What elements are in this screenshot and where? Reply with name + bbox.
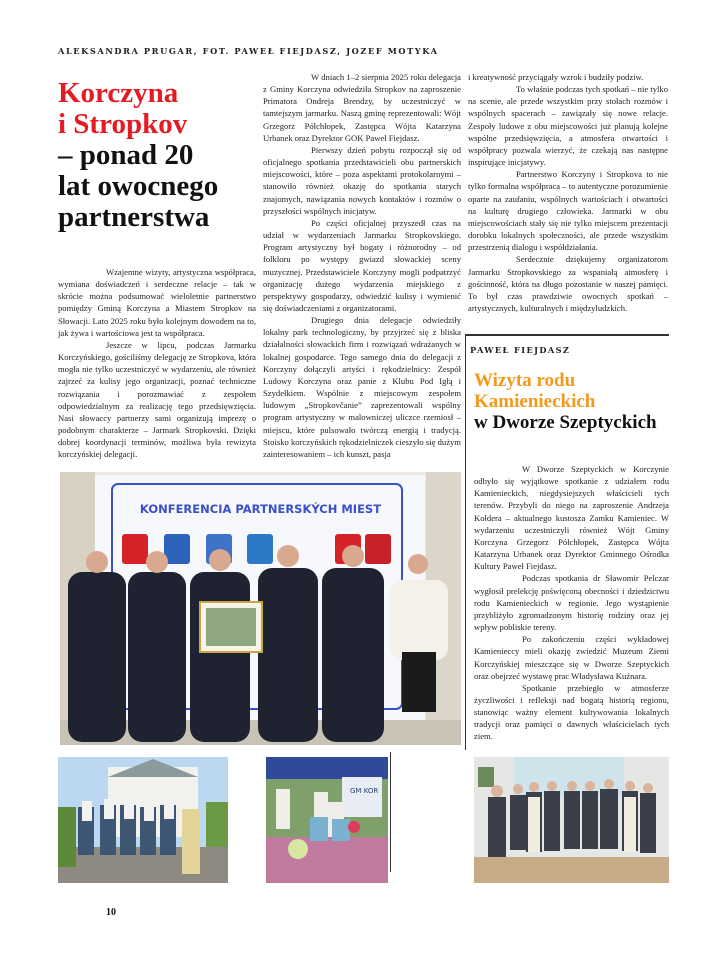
paragraph: i kreatywność przyciągały wzrok i budziły podziw. [468, 72, 644, 82]
paragraph: W Dworze Szeptyckich w Korczynie odbyło się wyjątkowe spotkanie z udziałem rodu Kamienieckich, niegdysiejszych właścicieli tych terenów. Przybyli do niego na zaproszenie Andrzeja Kołdera – aktualnego kustosza Zamku Kamieniec. W wydarzeniu uczestniczyli również Wójt Gminy Korczyna Grzegorz Półchłopek, Zastępca Wójta Katarzyna Urbanek oraz Dyrektor Gminnego Ośrodka Kultury Paweł Fiejdasz. [474, 464, 669, 572]
title-line: w Dworze Szeptyckich [474, 412, 657, 433]
section-divider [465, 334, 669, 336]
paragraph: Pierwszy dzień pobytu rozpoczął się od oficjalnego spotkania przedstawicieli obu partnerskich miejscowości, które – poza aspektami protokolarnymi – stanowiło również okazję do spotkania starych znajomych, nawiązania nowych kontaktów i rozmów o przyszłości wspólnych inicjatyw. [263, 144, 461, 216]
article-column-3 [468, 71, 668, 314]
paragraph: Po zakończeniu części wykładowej Kamienieccy mieli okazję zwiedzić Muzeum Ziemi Korczyńskiej mieszczące się w Dworze Szeptyckich oraz obejrzeć wystawę prac Władysława Kuźnara. [474, 634, 669, 681]
article2-title [474, 370, 674, 433]
article-column-1 [58, 266, 256, 461]
stall-photo-illustration [266, 757, 388, 883]
paragraph: Podczas spotkania dr Sławomir Pelczar wygłosił prelekcję poświęconą obecności i dziedzictwu rodu Kamienieckich w regionie. Jego wystąpienie przybliżyło zgromadzonym historię rodziny oraz jej wpływ pobliskie tereny. [474, 573, 669, 633]
title-line: Wizyta rodu [474, 370, 576, 391]
article2-body [474, 463, 669, 743]
paragraph: Jeszcze w lipcu, podczas Jarmarku Korczyńskiego, gościliśmy delegację ze Stropkova, która mogła nie tylko uczestniczyć w wydarzeniu, ale również zajrzeć za kulisy jego organizacji, poznać techniczne rozwiązania i porozmawiać z zespołem odpowiedzialnym za realizację tego przedsięwzięcia. Nasi słowaccy partnerzy sami organizują imprezę o podobnym charakterze – Jarmark Stropkovski. Dzięki dobrej koordynacji terminów, możliwa była rewizyta korczyńskiej delegacji. [58, 339, 256, 460]
paragraph: Wzajemne wizyty, artystyczna współpraca, wymiana doświadczeń i serdeczne relacje – tak w skrócie można podsumować wieloletnie partnerstwo pomiędzy Gminą Korczyna a Miastem Stropkov na Słowacji. Lato 2025 roku było kolejnym dowodem na to, jak żywa i wartościowa jest ta współpraca. [58, 267, 256, 338]
column-divider [465, 335, 466, 750]
main-photo [60, 472, 461, 745]
title-line: Korczyna [58, 77, 179, 109]
folk-photo-illustration [58, 757, 228, 883]
article-title [58, 78, 258, 233]
title-line: lat owocnego [58, 170, 219, 202]
column-divider [390, 752, 391, 872]
handicraft-stall-photo [266, 757, 388, 883]
banner-text: KONFERENCIA PARTNERSKÝCH MIEST [139, 502, 382, 516]
paragraph: Partnerstwo Korczyny i Stropkova to nie tylko formalna współpraca – to autentyczne porozumienie oparte na zaufaniu, wspólnych wartościach i otwartości na kulturę drugiego człowieka. Jarmarki w obu miejscowościach stały się nie tylko miejscem prezentacji dorobku lokalnych społeczności, ale przede wszystkim przestrzenią dialogu i współdziałania. [468, 169, 668, 253]
title-line: – ponad 20 [58, 139, 194, 171]
paragraph: W dniach 1–2 sierpnia 2025 roku delegacja z Gminy Korczyna odwiedziła Stropkov na zaproszenie Primatora Ondreja Brendzy, by uczestniczyć w tamtejszym jarmarku. Naszą gminę reprezentowali: Wójt Grzegorz Półchłopek, Zastępca Wójta Katarzyna Urbanek oraz Dyrektor GOK Paweł Fiejdasz. [263, 72, 461, 143]
paragraph: Drugiego dnia delegacje odwiedziły lokalny park technologiczny, by przyjrzeć się z bliska działalności słowackich firm i rozwiązań wdrażanych w lokalnej gospodarce. Tego samego dnia do delegacji z Korczyny dołączyli artyści i rękodzielnicy: Zespół Ludowy Korczyna oraz panie z Klubu Pod Igłą i Szydełkiem. Wspólnie z miejscowym zespołem ludowym „Stropkovčanie” zaprezentowali wspólny program artystyczny w malowniczej uliczce rzemiosł – miejscu, które pulsowało twórczą energią i tradycją. Stoisko korczyńskich rękodzielniczek cieszyło się dużym zainteresowaniem – ich kunszt, pasja [263, 315, 461, 459]
article-column-2 [263, 71, 461, 460]
byline: ALEKSANDRA PRUGAR, FOT. PAWEŁ FIEJDASZ, JOZEF MOTYKA [58, 46, 439, 56]
paragraph: Serdecznie dziękujemy organizatorom Jarmarku Stropkovskiego za wspaniałą atmosferę i gościnność, która na długo pozostanie w naszej pamięci. To był czas prawdziwie owocnych spotkań – artystycznych, kulturalnych i międzyludzkich. [468, 254, 668, 313]
paragraph: To właśnie podczas tych spotkań – nie tylko na scenie, ale przede wszystkim przy stołach rozmów i wspólnych spacerach – zawiązały się nowe relacje. Zespoły ludowe z obu miejscowości już planują kolejne wspólne przedsięwzięcia, a atmosfera otwartości i współpracy pozwala wierzyć, że czekają nas następne inspirujące inicjatywy. [468, 84, 668, 168]
title-line: i Stropkov [58, 108, 188, 140]
page-number: 10 [106, 907, 116, 918]
group-photo-illustration [474, 757, 669, 883]
title-line: partnerstwa [58, 201, 210, 233]
kamieniecki-group-photo [474, 757, 669, 883]
title-line: Kamienieckich [474, 391, 596, 412]
stall-sign-text: GM KOR [350, 787, 379, 795]
article2-author: PAWEŁ FIEJDASZ [470, 345, 571, 355]
folk-ensemble-photo [58, 757, 228, 883]
paragraph: Spotkanie przebiegło w atmosferze życzliwości i refleksji nad bogatą historią regionu, stanowiąc ważny element kultywowania lokalnych tradycji oraz pamięci o dawnych właścicielach tych ziem. [474, 682, 669, 742]
paragraph: Po części oficjalnej przyszedł czas na udział w wydarzeniach Jarmarku Stropkovskiego. Program artystyczny był bogaty i różnorodny – od folkloru po występy gwiazd słowackiej sceny muzycznej. Przedstawiciele Korczyny mogli podpatrzyć organizację dużego wydarzenia miejskiego z perspektywy gospodarzy, odwiedzić kulisy i wymienić się doświadczeniami z organizatorami. [263, 217, 461, 313]
